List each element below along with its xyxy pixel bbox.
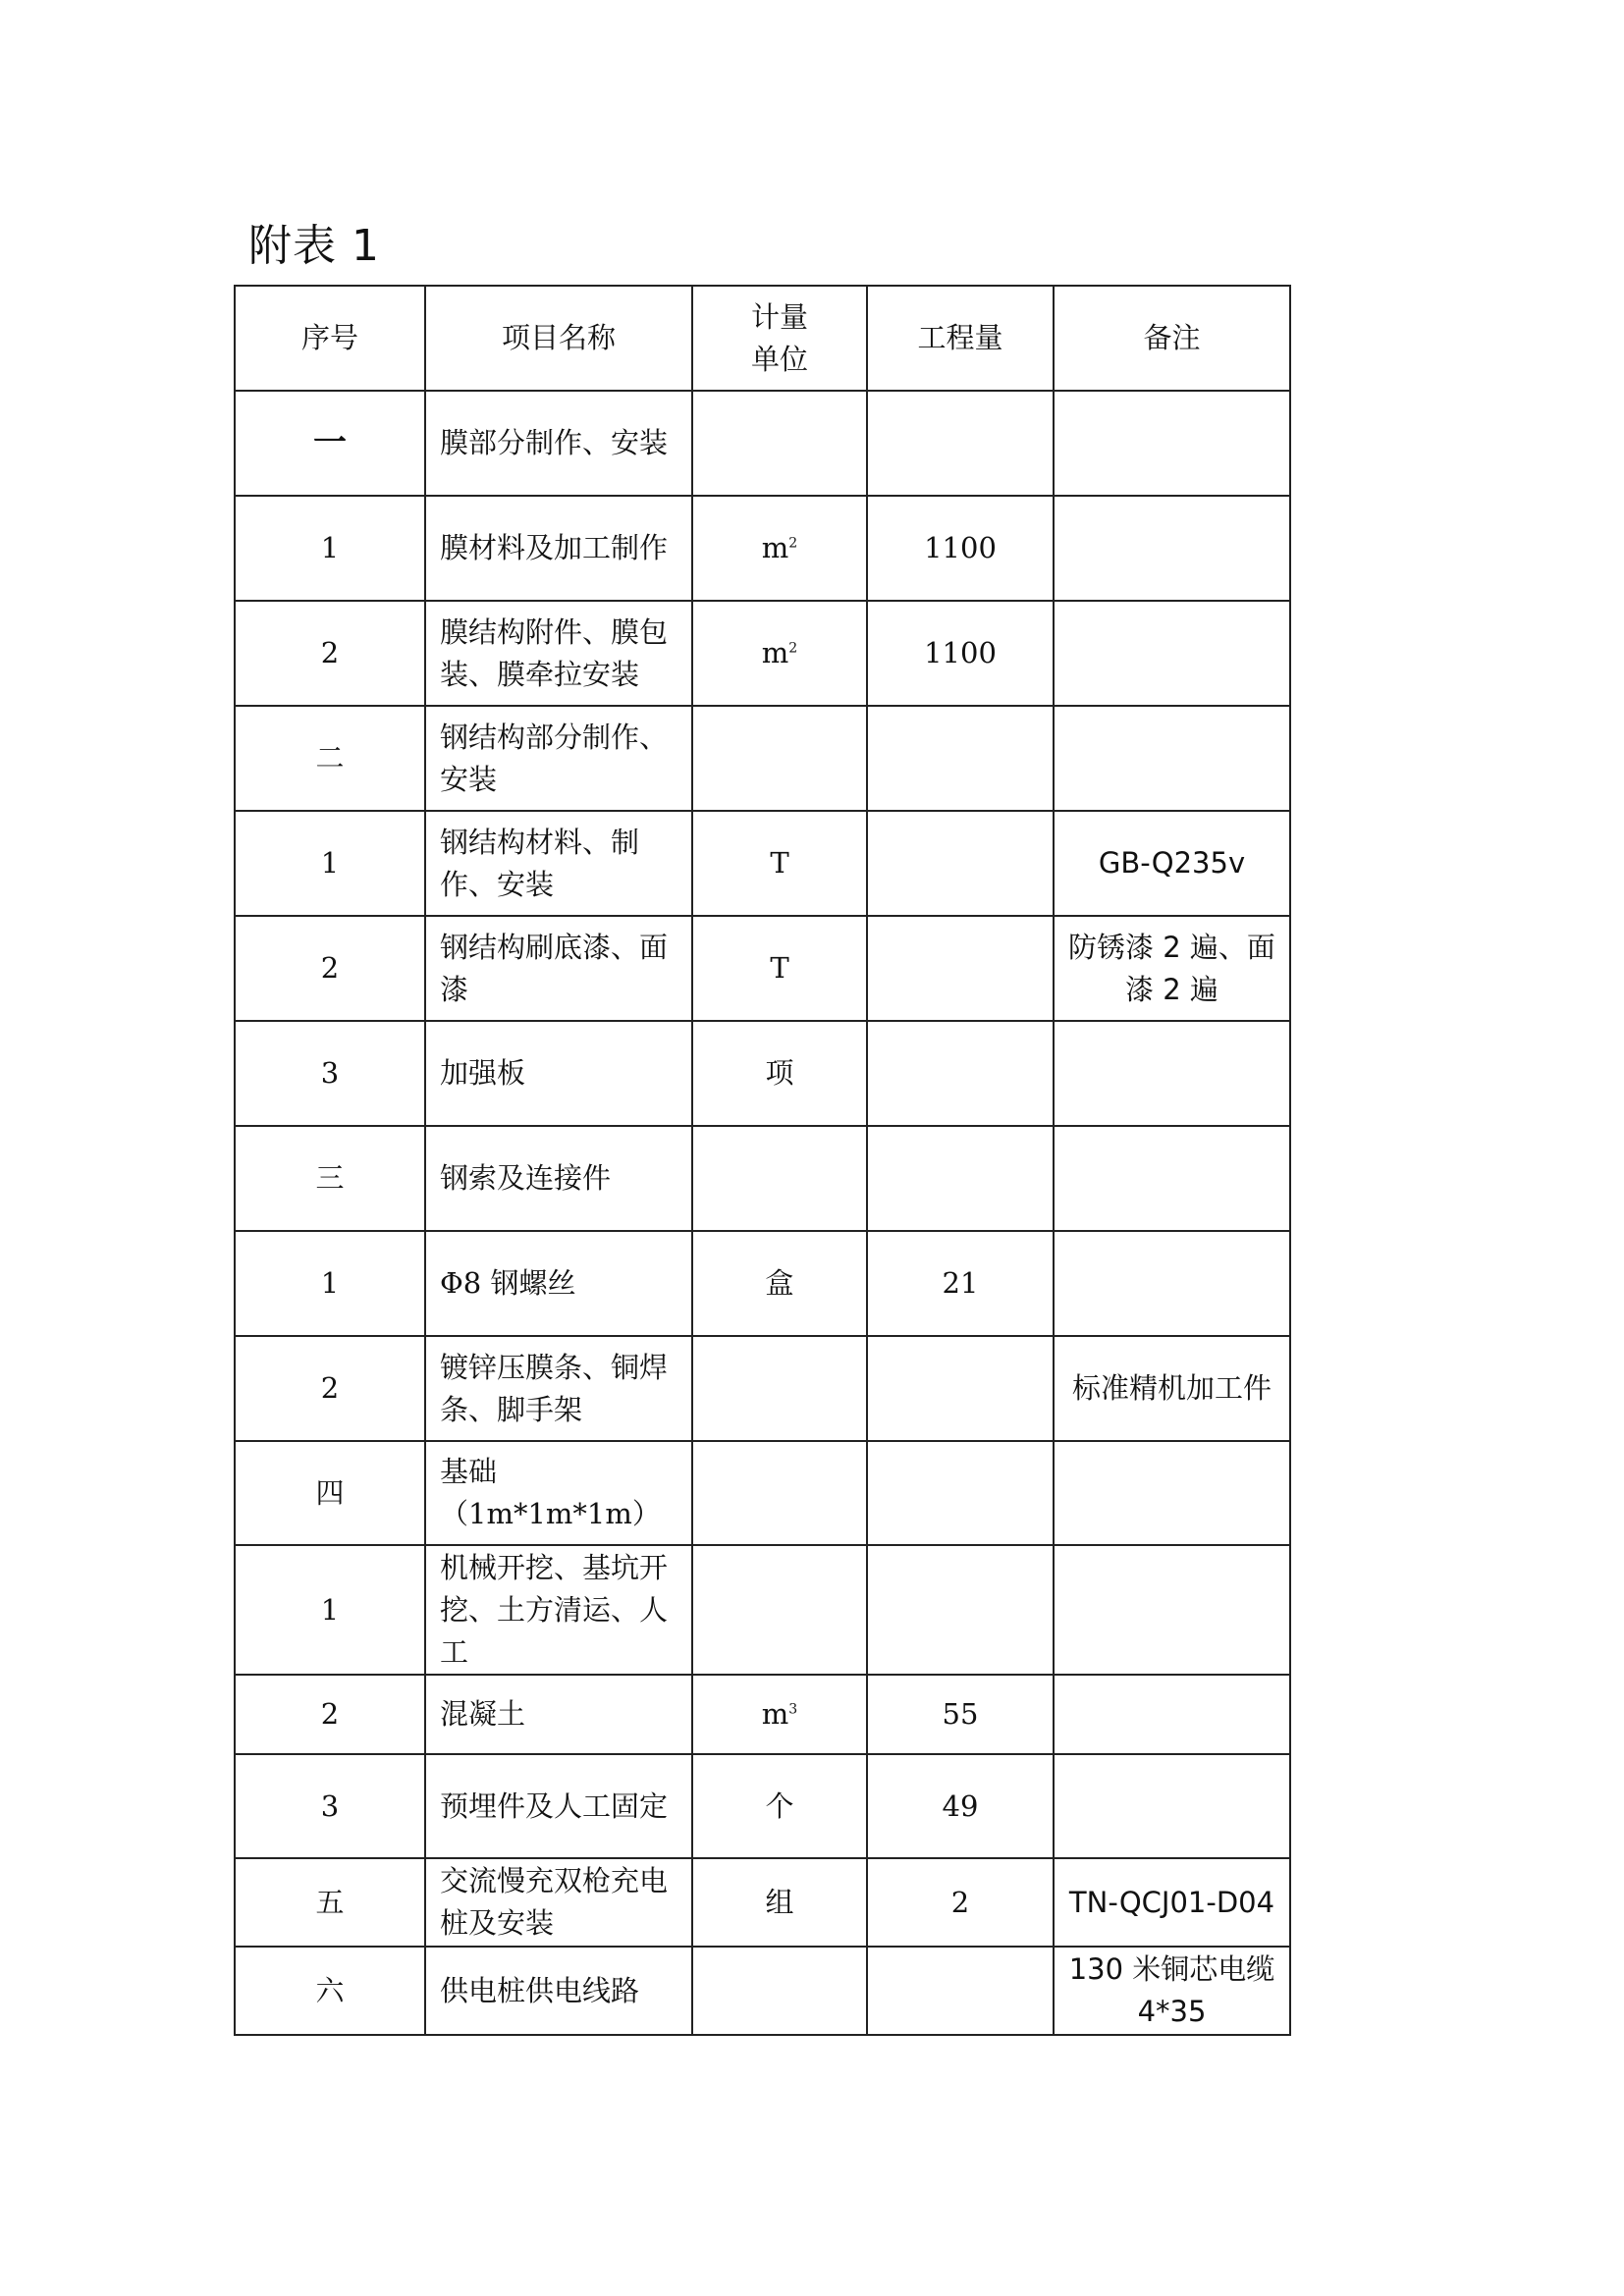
- row-name: 膜部分制作、安装: [425, 391, 692, 496]
- row-seq: 一: [235, 391, 425, 496]
- row-name: 钢结构刷底漆、面漆: [425, 916, 692, 1021]
- row-quantity: [867, 1021, 1054, 1126]
- row-name: Φ8 钢螺丝: [425, 1231, 692, 1336]
- row-remark: 130 米铜芯电缆 4*35: [1054, 1947, 1290, 2035]
- table-row: [235, 706, 1290, 811]
- row-name: 镀锌压膜条、铜焊条、脚手架: [425, 1336, 692, 1441]
- row-unit: $m^2$: [692, 496, 867, 601]
- table-row: [235, 391, 1290, 496]
- table-row: [235, 1021, 1290, 1126]
- table-row: [235, 1754, 1290, 1858]
- row-name: 钢结构材料、制作、安装: [425, 811, 692, 916]
- row-seq: 2: [235, 1336, 425, 1441]
- row-seq: 3: [235, 1754, 425, 1858]
- row-quantity: [867, 916, 1054, 1021]
- table-row: [235, 1545, 1290, 1675]
- row-quantity: [867, 706, 1054, 811]
- row-remark: [1054, 1675, 1290, 1754]
- row-seq: 1: [235, 496, 425, 601]
- row-remark: [1054, 1021, 1290, 1126]
- table-row: [235, 1947, 1290, 2035]
- row-unit: [692, 1336, 867, 1441]
- row-name: 钢索及连接件: [425, 1126, 692, 1231]
- table-row: [235, 601, 1290, 706]
- row-unit: [692, 1441, 867, 1545]
- row-unit: 项: [692, 1021, 867, 1126]
- row-seq: 2: [235, 1675, 425, 1754]
- row-quantity: 55: [867, 1675, 1054, 1754]
- row-unit: 个: [692, 1754, 867, 1858]
- row-quantity: 2: [867, 1858, 1054, 1947]
- row-quantity: 1100: [867, 601, 1054, 706]
- row-quantity: [867, 1336, 1054, 1441]
- table-row: [235, 916, 1290, 1021]
- header-remark: 备注: [1054, 286, 1290, 391]
- table-row: [235, 1675, 1290, 1754]
- row-seq: 1: [235, 811, 425, 916]
- row-name: 混凝土: [425, 1675, 692, 1754]
- row-quantity: [867, 1545, 1054, 1675]
- row-quantity: [867, 1126, 1054, 1231]
- row-unit: T: [692, 916, 867, 1021]
- header-unit: 计量 单位: [692, 286, 867, 391]
- row-unit: [692, 391, 867, 496]
- table-row: [235, 496, 1290, 601]
- row-remark: [1054, 1545, 1290, 1675]
- table-row: [235, 1336, 1290, 1441]
- row-unit: $m^2$: [692, 601, 867, 706]
- row-quantity: [867, 1947, 1054, 2035]
- row-unit: T: [692, 811, 867, 916]
- row-remark: 防锈漆 2 遍、面漆 2 遍: [1054, 916, 1290, 1021]
- table-row: [235, 811, 1290, 916]
- row-unit: [692, 706, 867, 811]
- row-quantity: 49: [867, 1754, 1054, 1858]
- row-quantity: [867, 811, 1054, 916]
- row-remark: [1054, 1441, 1290, 1545]
- header-name: 项目名称: [425, 286, 692, 391]
- row-remark: [1054, 1126, 1290, 1231]
- row-remark: [1054, 1231, 1290, 1336]
- row-seq: 3: [235, 1021, 425, 1126]
- row-name: 供电桩供电线路: [425, 1947, 692, 2035]
- table-row: [235, 1231, 1290, 1336]
- row-remark: 标准精机加工件: [1054, 1336, 1290, 1441]
- row-remark: [1054, 496, 1290, 601]
- row-name: 膜结构附件、膜包装、膜牵拉安装: [425, 601, 692, 706]
- row-quantity: [867, 391, 1054, 496]
- row-seq: 2: [235, 601, 425, 706]
- row-seq: 二: [235, 706, 425, 811]
- row-unit: 盒: [692, 1231, 867, 1336]
- row-seq: 四: [235, 1441, 425, 1545]
- row-remark: [1054, 391, 1290, 496]
- row-name: 加强板: [425, 1021, 692, 1126]
- row-unit: [692, 1545, 867, 1675]
- table-row: [235, 1858, 1290, 1947]
- row-name: 交流慢充双枪充电桩及安装: [425, 1858, 692, 1947]
- header-quantity: 工程量: [867, 286, 1054, 391]
- row-remark: [1054, 706, 1290, 811]
- row-quantity: 1100: [867, 496, 1054, 601]
- row-remark: GB-Q235v: [1054, 811, 1290, 916]
- row-name: 基础（1m*1m*1m）: [425, 1441, 692, 1545]
- row-seq: 1: [235, 1545, 425, 1675]
- row-remark: [1054, 1754, 1290, 1858]
- row-unit: [692, 1126, 867, 1231]
- row-unit: $m^3$: [692, 1675, 867, 1754]
- row-name: 膜材料及加工制作: [425, 496, 692, 601]
- quantity-table: [234, 285, 1291, 2036]
- page-title: 附表 1: [248, 221, 380, 271]
- row-quantity: [867, 1441, 1054, 1545]
- row-name: 钢结构部分制作、安装: [425, 706, 692, 811]
- row-quantity: 21: [867, 1231, 1054, 1336]
- row-name: 预埋件及人工固定: [425, 1754, 692, 1858]
- row-remark: [1054, 601, 1290, 706]
- row-seq: 三: [235, 1126, 425, 1231]
- row-unit: [692, 1947, 867, 2035]
- header-seq: 序号: [235, 286, 425, 391]
- table-row: [235, 1126, 1290, 1231]
- table-row: [235, 1441, 1290, 1545]
- row-seq: 五: [235, 1858, 425, 1947]
- row-unit: 组: [692, 1858, 867, 1947]
- row-remark: TN-QCJ01-D04: [1054, 1858, 1290, 1947]
- table-header-row: [235, 286, 1290, 391]
- row-name: 机械开挖、基坑开挖、土方清运、人工: [425, 1545, 692, 1675]
- row-seq: 1: [235, 1231, 425, 1336]
- row-seq: 六: [235, 1947, 425, 2035]
- row-seq: 2: [235, 916, 425, 1021]
